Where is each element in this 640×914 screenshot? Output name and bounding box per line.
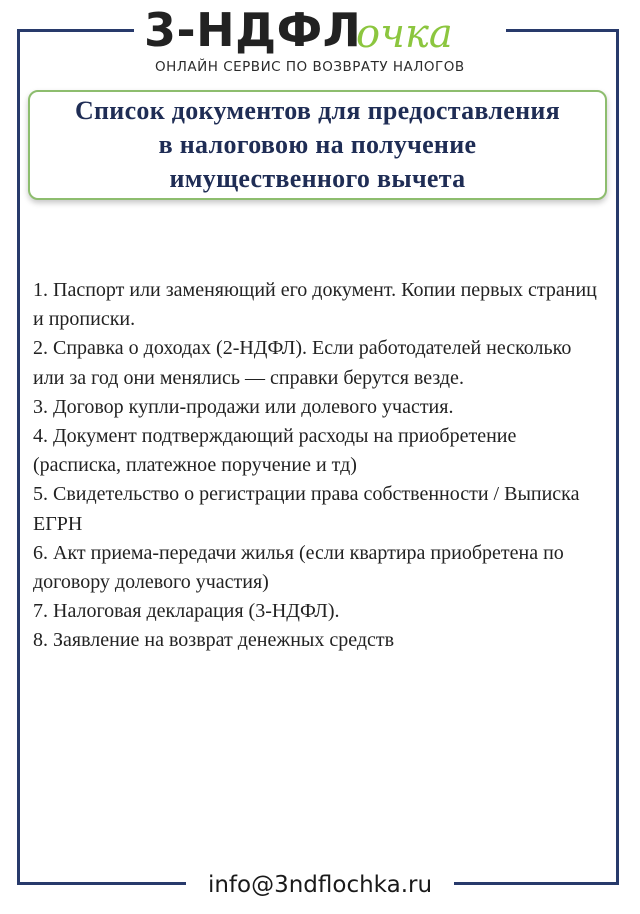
title-box xyxy=(28,90,607,200)
list-item: 7. Налоговая декларация (3-НДФЛ). xyxy=(33,600,340,623)
logo-tagline: ОНЛАЙН СЕРВИС ПО ВОЗВРАТУ НАЛОГОВ xyxy=(155,59,465,75)
logo-script-text: очка xyxy=(356,11,453,57)
list-item: 6. Акт приема-передачи жилья (если квартира приобретена по договору долевого участия) xyxy=(33,541,564,594)
document-list xyxy=(33,276,603,656)
list-item: 5. Свидетельство о регистрации права собственности / Выписка ЕГРН xyxy=(33,483,580,535)
title-line-3: имущественного вычета xyxy=(169,164,466,193)
list-item: 1. Паспорт или заменяющий его документ. Копии первых страниц и прописки. xyxy=(33,279,597,331)
list-item: 2. Справка о доходах (2-НДФЛ). Если работодателей несколько или за год они менялись — справки берутся везде. xyxy=(33,337,572,389)
list-item: 4. Документ подтверждающий расходы на приобретение (расписка, платежное поручение и тд) xyxy=(33,425,517,477)
list-item: 3. Договор купли-продажи или долевого участия. xyxy=(33,395,454,418)
title-line-1: Список документов для предоставления xyxy=(74,96,561,125)
logo-main-text: 3-НДФЛ xyxy=(144,3,362,57)
list-item: 8. Заявление на возврат денежных средств xyxy=(33,629,395,652)
page-title xyxy=(75,94,560,196)
title-line-2: в налоговою на получение xyxy=(158,130,477,159)
footer-email: info@3ndflochka.ru xyxy=(207,872,433,898)
